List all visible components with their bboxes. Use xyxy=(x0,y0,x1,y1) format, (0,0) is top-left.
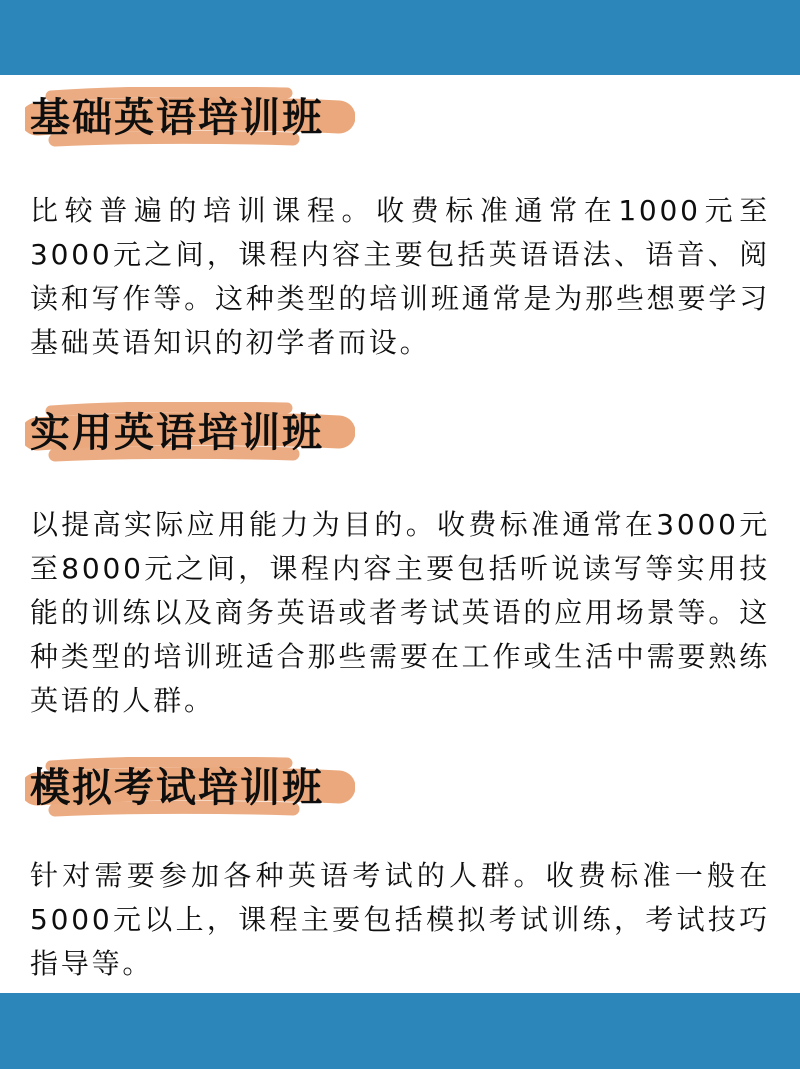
section-body-mock-exam: 针对需要参加各种英语考试的人群。收费标准一般在5000元以上，课程主要包括模拟考试训练，考试技巧指导等。 xyxy=(30,859,770,980)
section-basic-english xyxy=(30,75,770,365)
top-banner xyxy=(0,0,800,75)
section-title-text: 基础英语培训班 xyxy=(30,95,324,141)
section-practical-english xyxy=(30,365,770,723)
section-body-practical: 以提高实际应用能力为目的。收费标准通常在3000元至8000元之间，课程内容主要包括听说读写等实用技能的训练以及商务英语或者考试英语的应用场景等。这种类型的培训班适合那些需要在工作或生活中需要熟练英语的人群。 xyxy=(30,508,770,717)
section-body-basic: 比较普遍的培训课程。收费标准通常在1000元至3000元之间，课程内容主要包括英语语法、语音、阅读和写作等。这种类型的培训班通常是为那些想要学习基础英语知识的初学者而设。 xyxy=(30,194,770,359)
content-area xyxy=(0,75,800,993)
section-mock-exam xyxy=(30,723,770,986)
section-title-practical xyxy=(30,411,324,455)
section-title-text: 实用英语培训班 xyxy=(30,410,324,456)
bottom-banner xyxy=(0,993,800,1069)
section-title-basic xyxy=(30,96,324,140)
section-title-text: 模拟考试培训班 xyxy=(30,765,324,811)
section-title-mock-exam xyxy=(30,766,324,810)
